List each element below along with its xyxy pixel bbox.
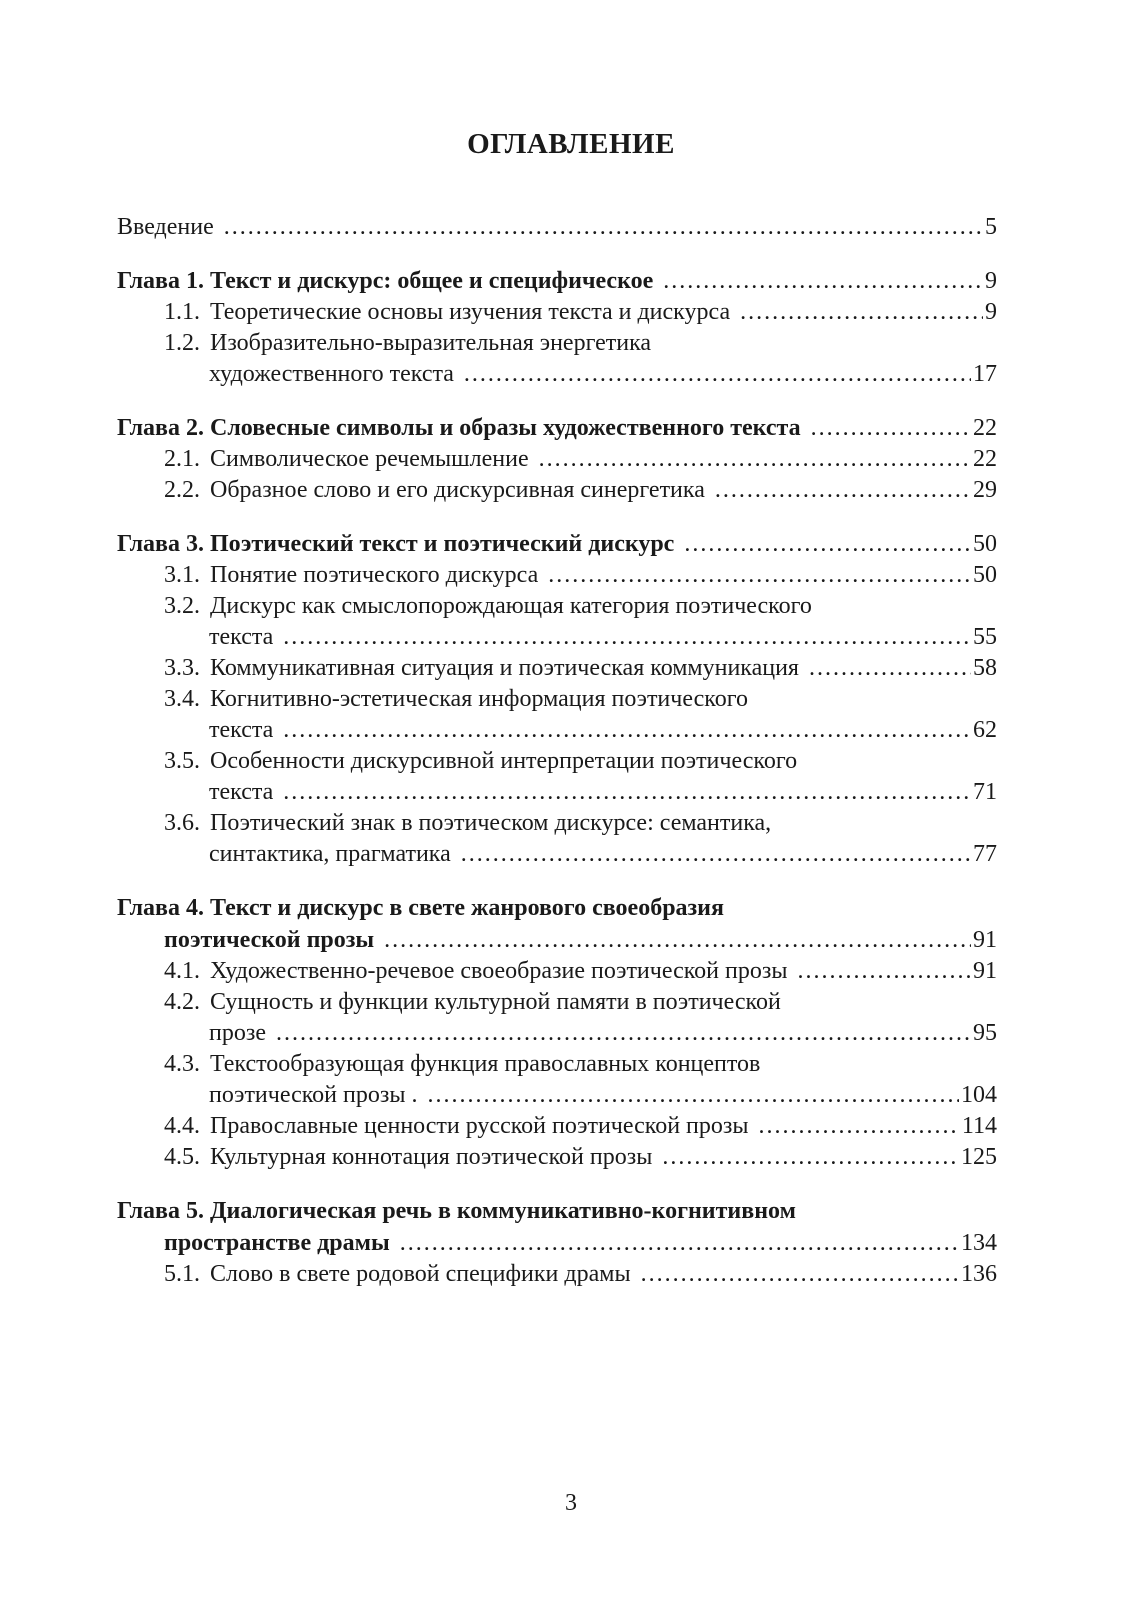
- leader-dots: [740, 297, 983, 328]
- page-number: 71: [973, 779, 997, 805]
- page-folio-number: 3: [565, 1490, 577, 1516]
- page-number: 17: [973, 361, 997, 387]
- toc-entry-section-3-6[interactable]: [117, 808, 997, 870]
- page-number: 9: [985, 299, 997, 325]
- section-number: 4.4.: [164, 1113, 200, 1139]
- leader-dots: [283, 777, 971, 808]
- toc-entry-chapter-3[interactable]: [117, 528, 997, 560]
- page-number: 9: [985, 268, 997, 294]
- page-number: 114: [961, 1113, 997, 1139]
- leader-dots: [641, 1259, 959, 1290]
- entry-title: Текстообразующая функция православных концептов: [210, 1051, 761, 1077]
- entry-title-continued: текста: [209, 624, 274, 650]
- page-number: 91: [973, 927, 997, 953]
- page-number: 22: [973, 446, 997, 472]
- page-number: 22: [973, 415, 997, 441]
- section-number: 4.1.: [164, 958, 200, 984]
- toc-entry-section-4-3[interactable]: [117, 1049, 997, 1111]
- toc-entry-section-4-1[interactable]: [117, 956, 997, 987]
- page-number: 62: [973, 717, 997, 743]
- entry-title: Художественно-речевое своеобразие поэтической прозы: [210, 958, 788, 984]
- table-of-contents: [117, 211, 997, 1290]
- entry-title-continued: прозе: [209, 1020, 266, 1046]
- leader-dots: [811, 412, 971, 444]
- section-number: 3.2.: [164, 593, 200, 619]
- entry-title: Введение: [117, 214, 214, 240]
- section-number: 3.1.: [164, 562, 200, 588]
- page-number: 136: [961, 1261, 997, 1287]
- leader-dots: [662, 1142, 959, 1173]
- section-number: 3.6.: [164, 810, 200, 836]
- entry-title: Образное слово и его дискурсивная синергетика: [210, 477, 705, 503]
- section-number: 1.1.: [164, 299, 200, 325]
- page-number: 5: [985, 214, 997, 240]
- leader-dots: [400, 1227, 959, 1259]
- leader-dots: [684, 528, 971, 560]
- toc-entry-section-3-4[interactable]: [117, 684, 997, 746]
- section-number: 4.5.: [164, 1144, 200, 1170]
- entry-title-continued: текста: [209, 717, 274, 743]
- entry-title: Понятие поэтического дискурса: [210, 562, 539, 588]
- section-number: 3.5.: [164, 748, 200, 774]
- entry-title: Глава 4. Текст и дискурс в свете жанрового своеобразия: [117, 895, 724, 921]
- toc-entry-introduction[interactable]: [117, 211, 997, 243]
- section-number: 5.1.: [164, 1261, 200, 1287]
- page-number: 77: [973, 841, 997, 867]
- entry-title: Глава 1. Текст и дискурс: общее и специфическое: [117, 268, 654, 294]
- entry-title: Сущность и функции культурной памяти в поэтической: [210, 989, 781, 1015]
- toc-entry-section-2-2[interactable]: [117, 475, 997, 506]
- section-number: 1.2.: [164, 330, 200, 356]
- section-number: 4.3.: [164, 1051, 200, 1077]
- leader-dots: [797, 956, 971, 987]
- entry-title: Изобразительно-выразительная энергетика: [210, 330, 652, 356]
- leader-dots: [276, 1018, 971, 1049]
- entry-title-continued: поэтической прозы .: [209, 1082, 418, 1108]
- page-number: 58: [973, 655, 997, 681]
- entry-title: Слово в свете родовой специфики драмы: [210, 1261, 631, 1287]
- leader-dots: [461, 839, 971, 870]
- entry-title: Символическое речемышление: [210, 446, 529, 472]
- page-number: 50: [973, 531, 997, 557]
- toc-entry-section-5-1[interactable]: [117, 1259, 997, 1290]
- toc-entry-chapter-1[interactable]: [117, 265, 997, 297]
- toc-entry-section-3-1[interactable]: [117, 560, 997, 591]
- page-number: 95: [973, 1020, 997, 1046]
- page-number: 55: [973, 624, 997, 650]
- entry-title: Когнитивно-эстетическая информация поэтического: [210, 686, 748, 712]
- leader-dots: [464, 359, 971, 390]
- leader-dots: [663, 265, 983, 297]
- page-title: ОГЛАВЛЕНИЕ: [467, 128, 675, 160]
- page-number: 104: [961, 1082, 997, 1108]
- page-number: 125: [961, 1144, 997, 1170]
- leader-dots: [809, 653, 971, 684]
- entry-title-continued: пространстве драмы: [164, 1230, 390, 1256]
- toc-entry-section-4-4[interactable]: [117, 1111, 997, 1142]
- entry-title-continued: синтактика, прагматика: [209, 841, 451, 867]
- toc-entry-section-3-5[interactable]: [117, 746, 997, 808]
- page-number: 29: [973, 477, 997, 503]
- leader-dots: [715, 475, 971, 506]
- entry-title: Глава 2. Словесные символы и образы художественного текста: [117, 415, 801, 441]
- entry-title: Коммуникативная ситуация и поэтическая коммуникация: [210, 655, 799, 681]
- entry-title: Дискурс как смыслопорождающая категория поэтического: [210, 593, 812, 619]
- toc-entry-section-4-2[interactable]: [117, 987, 997, 1049]
- leader-dots: [224, 211, 983, 243]
- section-number: 4.2.: [164, 989, 200, 1015]
- toc-entry-section-1-1[interactable]: [117, 297, 997, 328]
- section-number: 3.3.: [164, 655, 200, 681]
- leader-dots: [539, 444, 971, 475]
- leader-dots: [548, 560, 971, 591]
- toc-entry-section-2-1[interactable]: [117, 444, 997, 475]
- toc-entry-section-3-3[interactable]: [117, 653, 997, 684]
- toc-entry-chapter-5[interactable]: [117, 1195, 997, 1259]
- toc-entry-section-1-2[interactable]: [117, 328, 997, 390]
- page-number: 91: [973, 958, 997, 984]
- entry-title: Культурная коннотация поэтической прозы: [210, 1144, 653, 1170]
- entry-title: Поэтический знак в поэтическом дискурсе: семантика,: [210, 810, 772, 836]
- entry-title: Православные ценности русской поэтической прозы: [210, 1113, 749, 1139]
- entry-title-continued: текста: [209, 779, 274, 805]
- toc-entry-chapter-2[interactable]: [117, 412, 997, 444]
- leader-dots: [384, 924, 971, 956]
- leader-dots: [427, 1080, 959, 1111]
- entry-title-continued: художественного текста: [209, 361, 454, 387]
- toc-entry-section-4-5[interactable]: [117, 1142, 997, 1173]
- leader-dots: [283, 715, 971, 746]
- entry-title: Особенности дискурсивной интерпретации поэтического: [210, 748, 798, 774]
- page-number: 134: [961, 1230, 997, 1256]
- entry-title: Глава 3. Поэтический текст и поэтический дискурс: [117, 531, 675, 557]
- page-number: 50: [973, 562, 997, 588]
- toc-entry-section-3-2[interactable]: [117, 591, 997, 653]
- entry-title: Теоретические основы изучения текста и дискурса: [210, 299, 731, 325]
- leader-dots: [283, 622, 971, 653]
- toc-entry-chapter-4[interactable]: [117, 892, 997, 956]
- entry-title-continued: поэтической прозы: [164, 927, 375, 953]
- entry-title: Глава 5. Диалогическая речь в коммуникативно-когнитивном: [117, 1198, 796, 1224]
- section-number: 2.2.: [164, 477, 200, 503]
- section-number: 3.4.: [164, 686, 200, 712]
- leader-dots: [759, 1111, 960, 1142]
- section-number: 2.1.: [164, 446, 200, 472]
